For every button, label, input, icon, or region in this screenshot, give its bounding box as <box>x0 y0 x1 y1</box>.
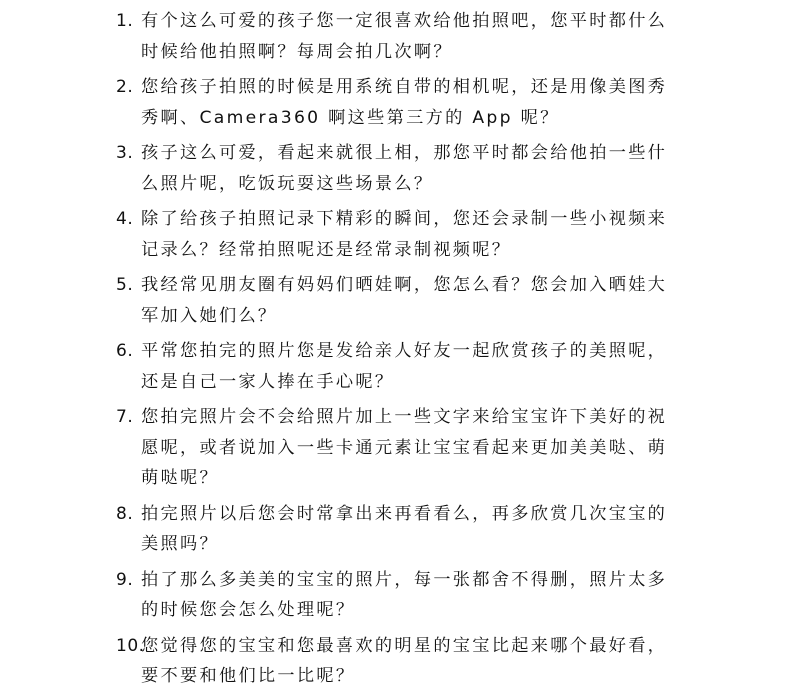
question-text: 您给孩子拍照的时候是用系统自带的相机呢，还是用像美图秀秀啊、Camera360 啊这些第三方的 App 呢？ <box>141 77 668 128</box>
question-number: 4. <box>116 209 134 229</box>
question-item <box>0 499 786 560</box>
question-number: 8. <box>116 503 134 524</box>
question-number: 10. <box>116 635 145 656</box>
question-item <box>0 631 786 692</box>
question-number: 2. <box>116 77 134 97</box>
question-text: 您拍完照片会不会给照片加上一些文字来给宝宝许下美好的祝愿呢，或者说加入一些卡通元素让宝宝看起来更加美美哒、萌萌哒呢？ <box>141 407 668 488</box>
question-number: 1. <box>116 11 134 31</box>
question-number: 7. <box>116 407 134 427</box>
question-text: 平常您拍完的照片您是发给亲人好友一起欣赏孩子的美照呢，还是自己一家人捧在手心呢？ <box>141 341 668 392</box>
question-text: 拍了那么多美美的宝宝的照片，每一张都舍不得删，照片太多的时候您会怎么处理呢？ <box>141 569 668 620</box>
question-text: 我经常见朋友圈有妈妈们晒娃啊，您怎么看？您会加入晒娃大军加入她们么？ <box>141 275 668 326</box>
question-text: 拍完照片以后您会时常拿出来再看看么，再多欣赏几次宝宝的美照吗？ <box>141 503 668 554</box>
question-text: 有个这么可爱的孩子您一定很喜欢给他拍照吧，您平时都什么时候给他拍照啊？每周会拍几次啊？ <box>141 11 668 62</box>
question-text: 孩子这么可爱，看起来就很上相，那您平时都会给他拍一些什么照片呢，吃饭玩耍这些场景么？ <box>141 143 668 194</box>
question-item <box>0 6 786 67</box>
question-text: 除了给孩子拍照记录下精彩的瞬间，您还会录制一些小视频来记录么？经常拍照呢还是经常录制视频呢？ <box>141 209 668 260</box>
question-number: 6. <box>116 341 134 361</box>
question-number: 3. <box>116 143 134 163</box>
question-item <box>0 72 786 133</box>
question-item <box>0 270 786 331</box>
question-item <box>0 565 786 626</box>
question-item <box>0 204 786 265</box>
question-number: 9. <box>116 569 134 590</box>
question-item <box>0 402 786 494</box>
question-item <box>0 138 786 199</box>
question-item <box>0 336 786 397</box>
question-list <box>0 6 786 697</box>
question-number: 5. <box>116 275 134 295</box>
question-text: 您觉得您的宝宝和您最喜欢的明星的宝宝比起来哪个最好看，要不要和他们比一比呢？ <box>141 635 668 686</box>
